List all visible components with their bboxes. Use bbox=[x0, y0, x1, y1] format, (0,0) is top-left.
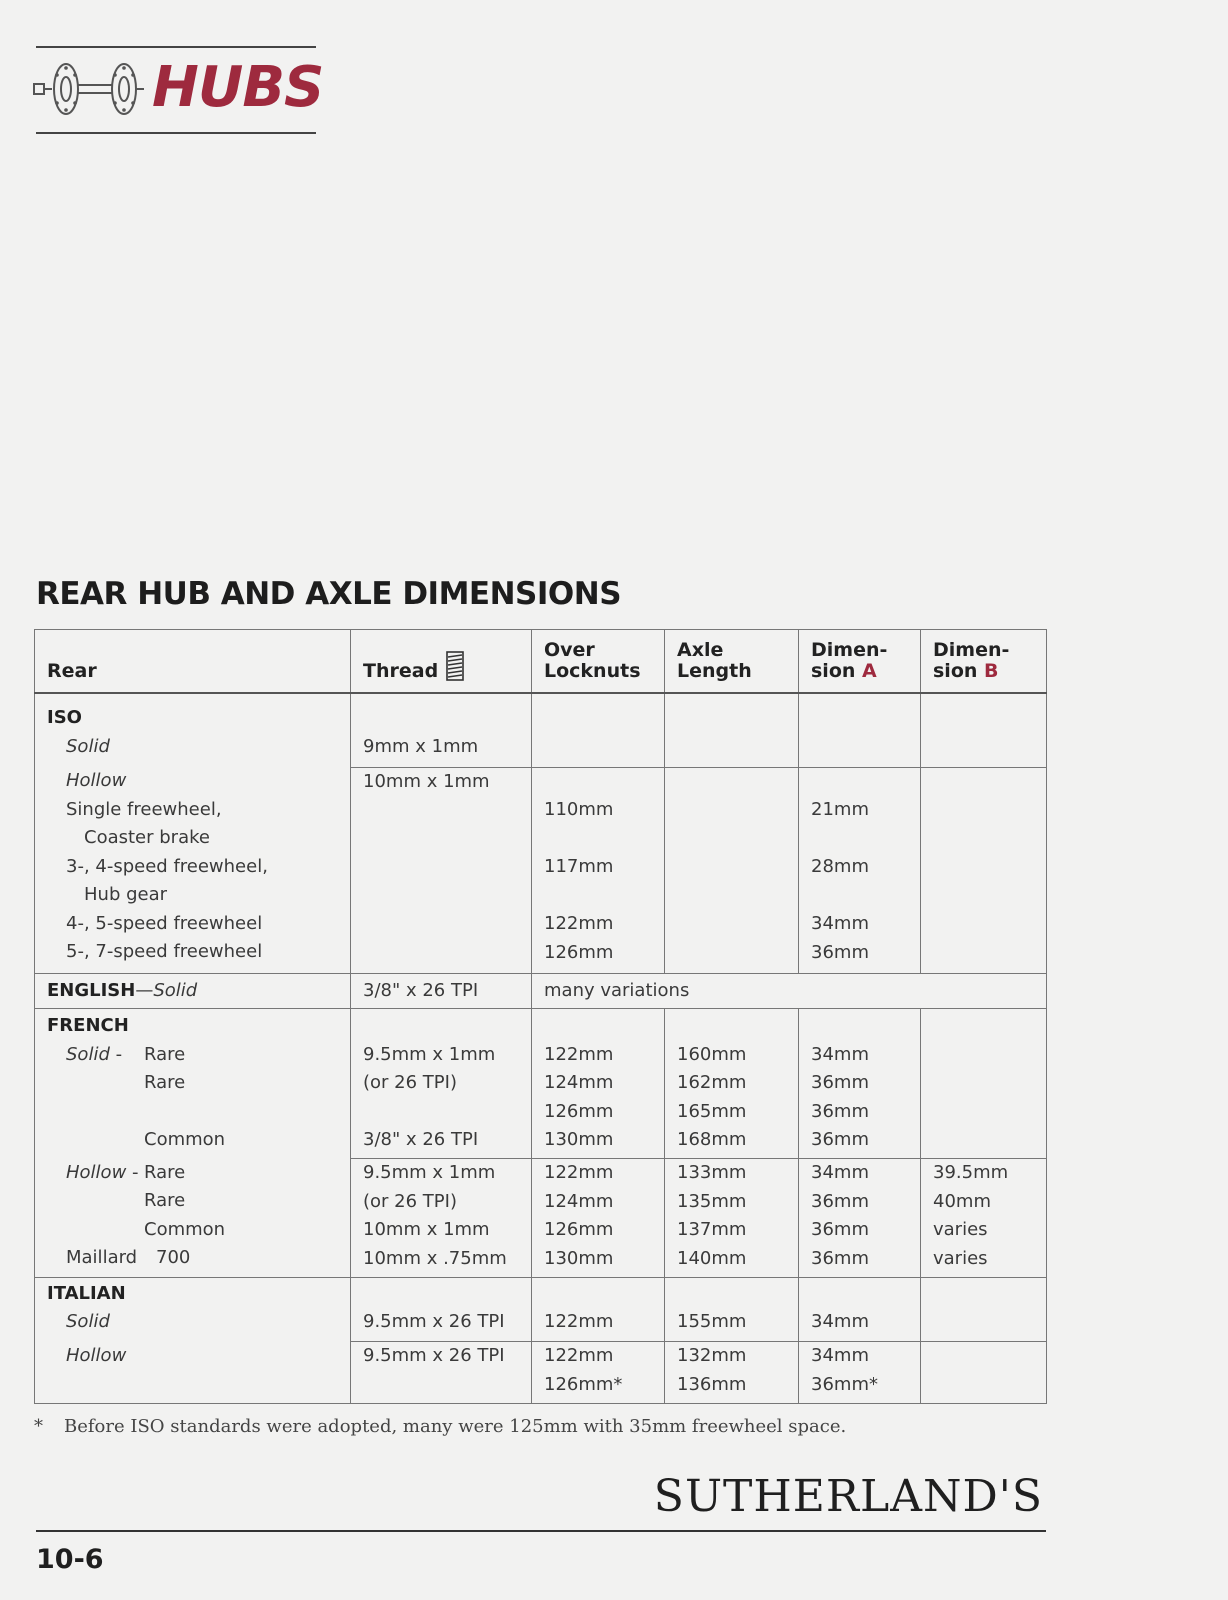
col-header-rear: Rear bbox=[35, 630, 351, 694]
group-label-english: ENGLISH bbox=[47, 979, 136, 1001]
table-row: ISO Solid 9mm x 1mm bbox=[35, 693, 1047, 767]
table-row: ENGLISH—Solid 3/8" x 26 TPI many variations bbox=[35, 973, 1047, 1009]
page-number: 10-6 bbox=[36, 1544, 104, 1575]
section-title: REAR HUB AND AXLE DIMENSIONS bbox=[36, 576, 622, 612]
col-header-thread: Thread bbox=[351, 630, 532, 694]
table-row: Hollow - Rare Rare Common Maillard 700 9.5mm x 1mm (or 26 TPI) 10mm x 1mm 10mm x .75mm 122mm 124mm 126mm 130mm 133mm 135mm 137mm 140mm 34mm 36mm 36mm 36mm 39.5mm 40mm varies varies bbox=[35, 1159, 1047, 1278]
col-header-axle-length: Axle Length bbox=[665, 630, 799, 694]
group-label-french: FRENCH bbox=[47, 1015, 129, 1036]
col-header-dimension-a: Dimen- sion A bbox=[799, 630, 921, 694]
group-label-iso: ISO bbox=[47, 707, 82, 728]
table-row: ITALIAN Solid 9.5mm x 26 TPI 122mm 155mm 34mm bbox=[35, 1277, 1047, 1342]
group-label-italian: ITALIAN bbox=[47, 1282, 126, 1304]
chapter-title: HUBS bbox=[152, 55, 324, 120]
footnote: * Before ISO standards were adopted, many were 125mm with 35mm freewheel space. bbox=[34, 1416, 847, 1437]
thread-icon bbox=[446, 651, 464, 681]
header-rule-top bbox=[36, 46, 316, 48]
table-row: FRENCH Solid - Rare Rare Common 9.5mm x 1mm (or 26 TPI) 3/8" x 26 TPI 122mm 124mm 126mm 130mm 160mm 162mm 165mm 168mm 34mm 36mm 36mm 36mm bbox=[35, 1009, 1047, 1159]
table-row: Hollow 9.5mm x 26 TPI 122mm 126mm* 132mm 136mm 34mm 36mm* bbox=[35, 1342, 1047, 1404]
col-header-dimension-b: Dimen- sion B bbox=[921, 630, 1047, 694]
header-rule-bottom bbox=[36, 132, 316, 134]
footer-rule bbox=[36, 1530, 1046, 1532]
col-header-over-locknuts: Over Locknuts bbox=[532, 630, 665, 694]
brand-name: SUTHERLAND'S bbox=[653, 1471, 1043, 1522]
dimensions-table bbox=[34, 629, 1047, 1404]
table-row: Hollow Single freewheel, Coaster brake 3-, 4-speed freewheel, Hub gear 4-, 5-speed freewheel 5-, 7-speed freewheel 10mm x 1mm 110mm 117mm 122mm 126mm 21mm 28mm 34mm 36mm bbox=[35, 767, 1047, 973]
table-header-row bbox=[35, 630, 1047, 694]
hub-icon bbox=[30, 58, 146, 120]
